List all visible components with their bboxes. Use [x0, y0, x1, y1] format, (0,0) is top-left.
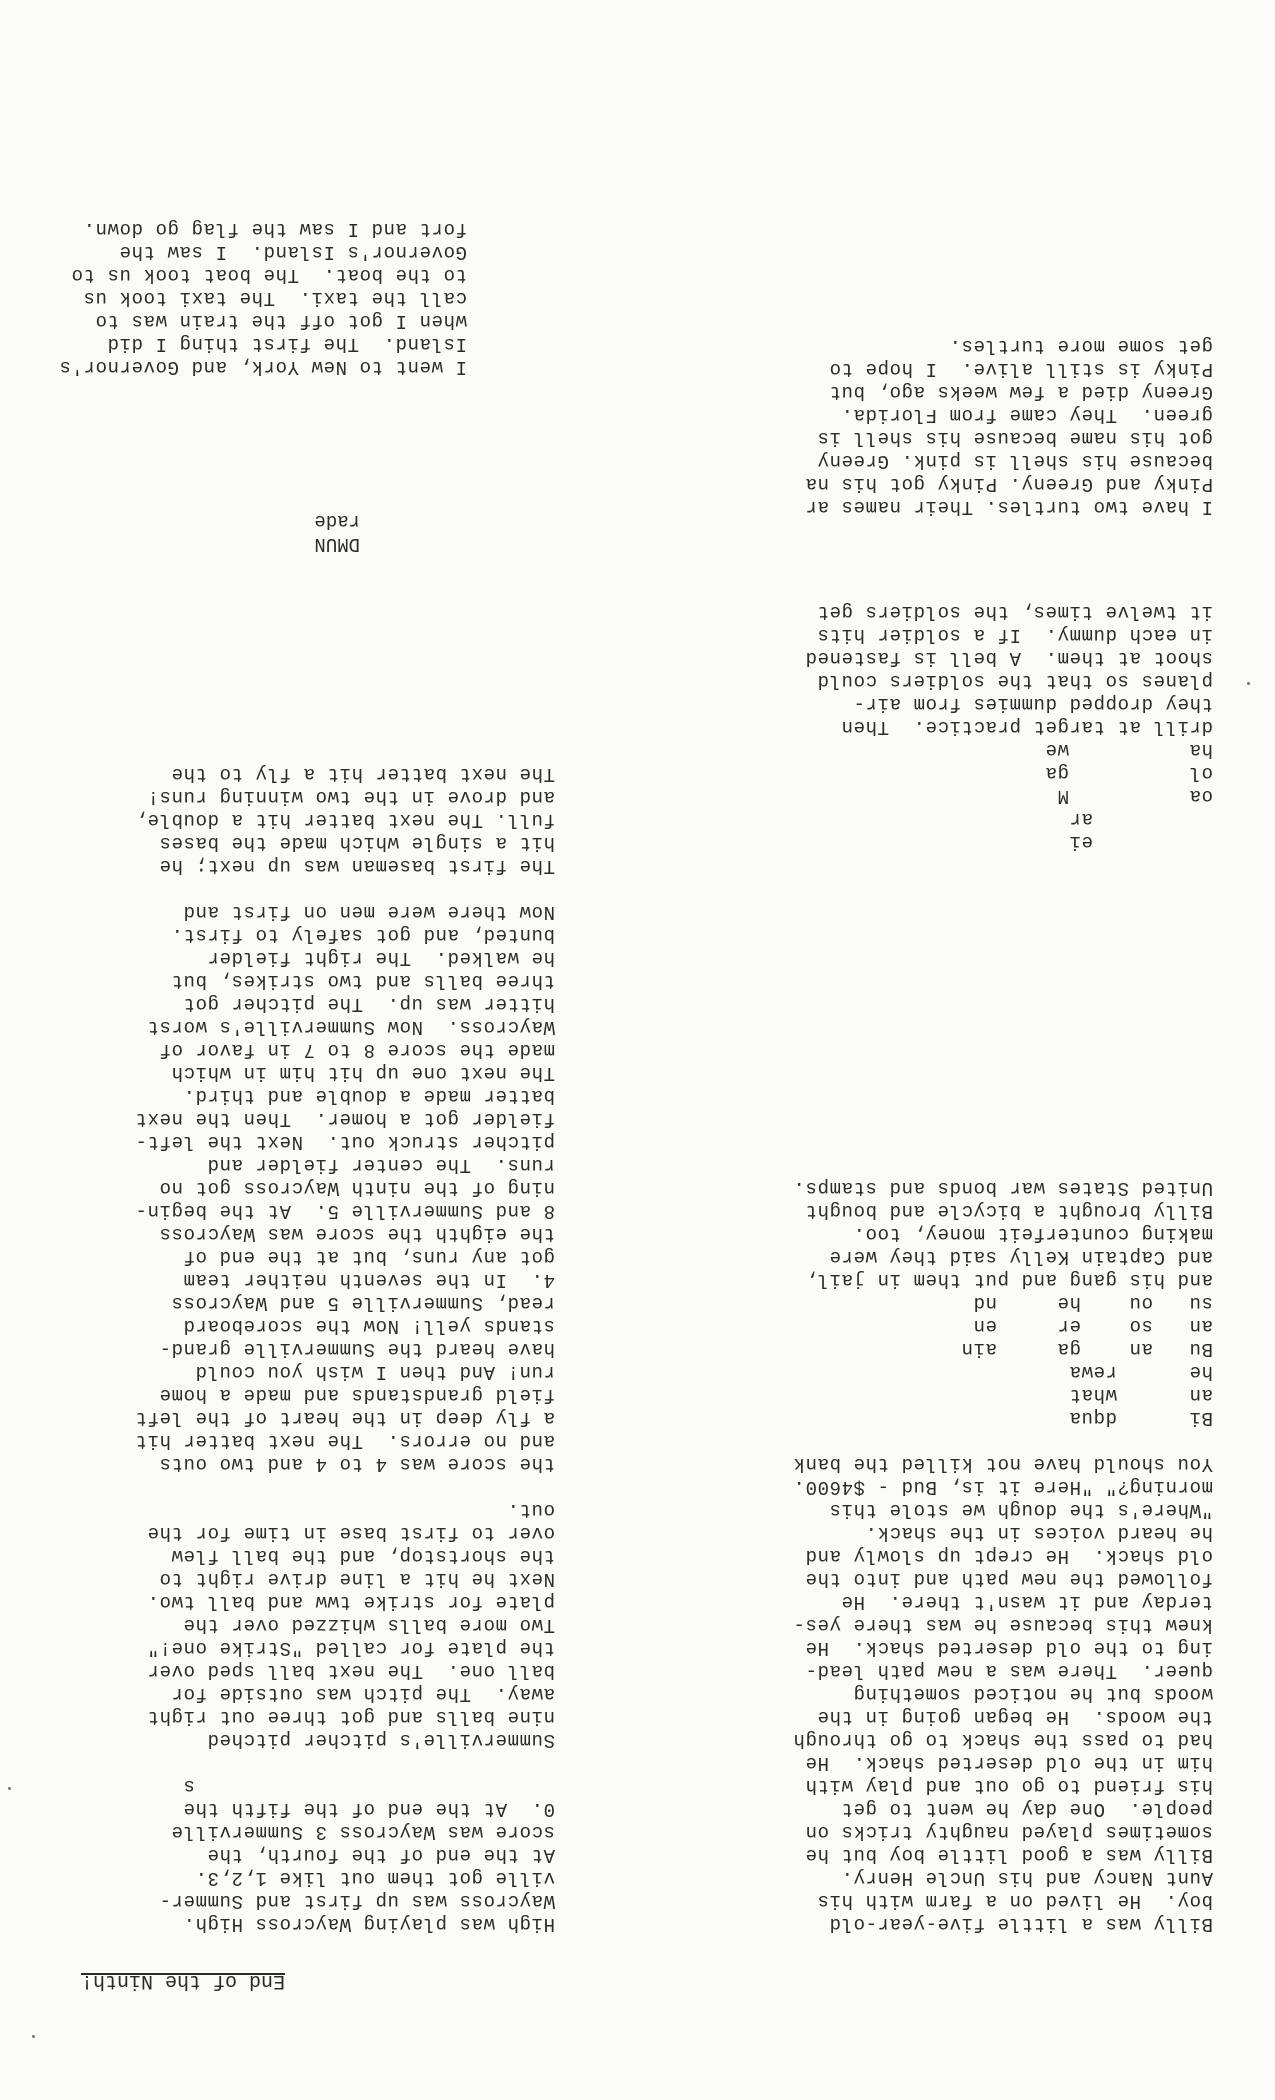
scan-speck — [32, 2035, 35, 2038]
new-york-trip-story-text: I went to New York, and Governor's Island. The first thing I did when I got off the train was to call the taxi. The taxi took us to the boat. The boat took us to Governor's Island. I saw the fort and I saw the flag go down. — [58, 218, 467, 378]
story-title-end-of-the-ninth: End of the Ninth! — [80, 1969, 285, 1992]
scan-speck — [8, 1787, 11, 1790]
soldiers-story-text: ei ar oa M ol ga ha we drill at target practice. Then they dropped dummies from air- planes so that the soldiers could shoot at them. A bell is fastened in each dummy. If a soldier hits it twelve times, the soldiers get — [804, 601, 1213, 853]
baseball-story-text: High was playing Waycross High. Waycross was up first and Summer- ville got them out like 1,2,3. At the end of the fourth, the score was Waycross 3 Summerville 0. At the end of the fifth the s Summerville's pitcher pitched nine balls and got three out right away. The pitch was outside for ball one. The next ball sped over the plate for called "Strike one!" Two more balls whizzed over the plate for strike tww and ball two. Next he hit a line drive right to the shortstop, and the ball flew over to first base in time for the out. the score was 4 to 4 and two outs and no errors. The next batter hit a fly deep in the heart of the left field grandstands and made a home run! And then I wish you could have heard the Summerville grand- stands yell! Now the scoreboard read, Summerville 5 and Waycross 4. In the seventh neither team got any runs, but at the end of the eighth the score was Waycross 8 and Summerville 5. At the begin- ning of the ninth Waycross got no runs. The center fielder and pitcher struck out. Next the left- fielder got a homer. Then the next batter made a double and third. The next one up hit him in which made the score 8 to 7 in favor of Waycross. Now Summerville's worst hitter was up. The pitcher got three balls and two strikes, but he walked. The right fielder bunted, and got safely to first. Now there were men on first and The first baseman was up next; he hit a single which made the bases full. The next batter hit a double, and drove in the two winning runs! The next batter hit a fly to the — [134, 763, 555, 1935]
turtles-story-text: I have two turtles. Their names ar Pinky and Greeny. Pinky got his na because his shell is pink. Greeny got his name because his shell is green. They came from Florida. Greeny died a few weeks ago, but Pinky is still alive. I hope to get some more turtles. — [804, 335, 1213, 518]
baseball-author-line: DMUN rade — [314, 510, 360, 555]
billy-story-text: Billy was a little five-year-old boy. He lived on a farm with his Aunt Nancy and his Uncle Henry. Billy was a good little boy but he sometimes played naughty tricks on people. One day he went to get his friend to go out and play with him in the old deserted shack. He had to pass the shack to go through the woods. He began going in the woods but he noticed something queer. There was a new path lead- ing to the old deserted shack. He knew this because he was there yes- terday and it wasn't there. He followed the new path and into the old shack. He crept up slowly and he heard voices in the shack. "Where's the dough we stole this morning?" "Here it is, Bud - $4600. You should have not killed the bank Bi dqua an what he rewa Bu an ga ain an so er en su ou he nd and his gang and put them in jail, and Captain Kelly said they were making counterfeit money, too. Billy brought a bicycle and bought United States war bonds and stamps. — [792, 1177, 1213, 1935]
scan-speck — [1247, 682, 1250, 685]
